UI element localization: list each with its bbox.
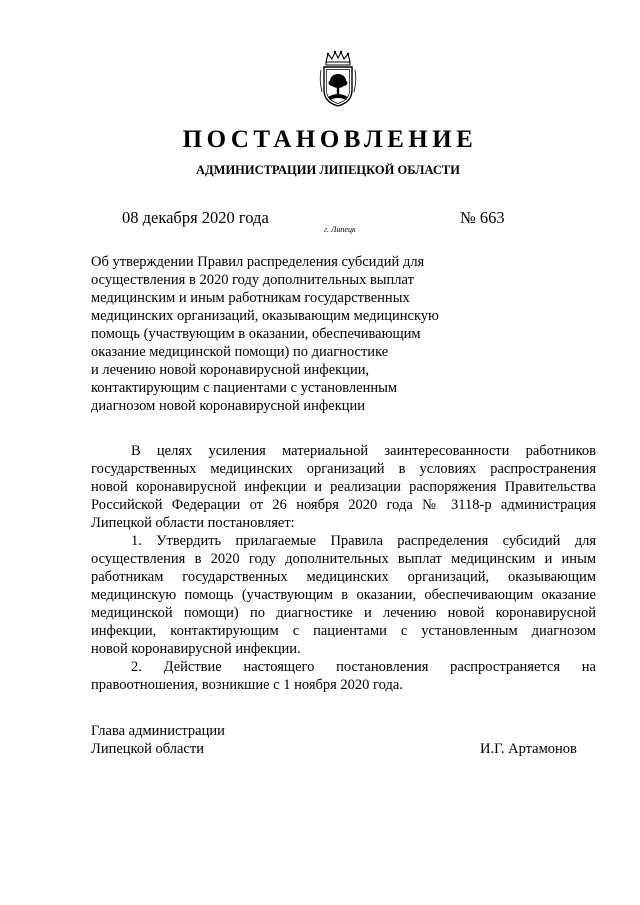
coat-of-arms-icon xyxy=(318,50,358,108)
subject-line: диагнозом новой коронавирусной инфекции xyxy=(91,398,366,414)
subject-line: оказание медицинской помощи) по диагностике xyxy=(91,344,389,360)
body-line: осуществления в 2020 году дополнительных выплат медицинским и иным xyxy=(91,551,596,567)
preamble-paragraph xyxy=(91,442,596,532)
subject-line: и лечению новой коронавирусной инфекции, xyxy=(91,362,370,378)
body-line: В целях усиления материальной заинтересованности работников xyxy=(131,443,596,459)
body-line: Липецкой области постановляет: xyxy=(91,515,295,531)
signatory-name: И.Г. Артамонов xyxy=(480,741,577,757)
body-line: новой коронавирусной инфекции. xyxy=(91,641,301,657)
body-line: 2. Действие настоящего постановления распространяется на xyxy=(131,659,596,675)
position-line: Липецкой области xyxy=(91,741,204,757)
subject-line: помощь (участвующим в оказании, обеспечивающим xyxy=(91,326,421,342)
body-line: медицинскую помощь (участвующим в оказании, обеспечивающим оказание xyxy=(91,587,596,603)
position-line: Глава администрации xyxy=(91,723,225,739)
subject-line: Об утверждении Правил распределения субсидий для xyxy=(91,254,425,270)
document-city: г. Липецк xyxy=(324,225,356,234)
issuer-subtitle: АДМИНИСТРАЦИИ ЛИПЕЦКОЙ ОБЛАСТИ xyxy=(196,163,460,177)
body-line: правоотношения, возникшие с 1 ноября 2020 года. xyxy=(91,677,403,693)
signatory-position xyxy=(91,722,225,758)
subject-line: медицинским и иным работникам государственных xyxy=(91,290,410,306)
clause-1-paragraph xyxy=(91,532,596,658)
document-date: 08 декабря 2020 года xyxy=(122,208,269,227)
body-line: Российской Федерации от 26 ноября 2020 года № 3118-р администрация xyxy=(91,497,596,513)
body-line: инфекции, контактирующим с пациентами с установленным диагнозом xyxy=(91,623,596,639)
subject-line: осуществления в 2020 году дополнительных выплат xyxy=(91,272,414,288)
body-line: медицинской помощи) по диагностике и лечению новой коронавирусной xyxy=(91,605,596,621)
body-line: 1. Утвердить прилагаемые Правила распределения субсидий для xyxy=(131,533,596,549)
document-subject xyxy=(91,253,461,415)
body-line: новой коронавирусной инфекции и реализации распоряжения Правительства xyxy=(91,479,596,495)
subject-line: контактирующим с пациентами с установленным xyxy=(91,380,398,396)
clause-2-paragraph xyxy=(91,658,596,694)
subject-line: медицинских организаций, оказывающим медицинскую xyxy=(91,308,439,324)
document-number: № 663 xyxy=(460,208,505,227)
body-line: государственных медицинских организаций в условиях распространения xyxy=(91,461,596,477)
body-line: работникам государственных медицинских организаций, оказывающим xyxy=(91,569,596,585)
document-title: ПОСТАНОВЛЕНИЕ xyxy=(182,126,478,153)
